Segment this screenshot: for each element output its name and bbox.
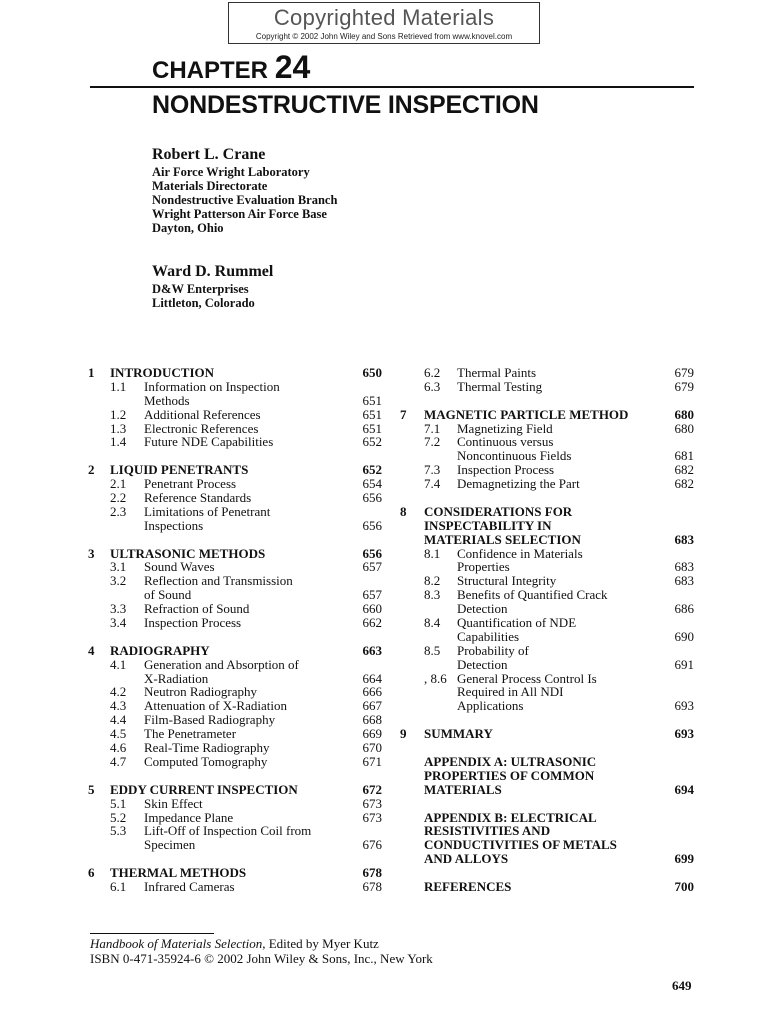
toc-subsection-row <box>88 672 384 686</box>
toc-spacer <box>88 852 384 866</box>
chapter-rule <box>90 86 694 88</box>
toc-page-number: 679 <box>674 378 694 394</box>
toc-entry-number: 1.1 <box>110 378 127 394</box>
toc-entry-number: 7.4 <box>424 476 441 492</box>
toc-entry-title: Attenuation of X-Radiation <box>144 698 287 714</box>
toc-section-row <box>400 769 696 783</box>
toc-entry-title: AND ALLOYS <box>424 851 509 867</box>
toc-entry-title: Refraction of Sound <box>144 601 250 617</box>
toc-page-number: 660 <box>362 601 382 617</box>
toc-subsection-row <box>400 644 696 658</box>
toc-entry-number: 6.2 <box>424 365 441 380</box>
footer-isbn-line: ISBN 0-471-35924-6 © 2002 John Wiley & Sons, Inc., New York <box>90 951 433 966</box>
toc-subsection-row <box>88 616 384 630</box>
toc-entry-number: 4.6 <box>110 740 127 756</box>
toc-entry-title: Inspection Process <box>457 462 555 478</box>
banner-title: Copyrighted Materials <box>273 5 495 30</box>
author-affiliation-line: Wright Patterson Air Force Base <box>152 207 327 221</box>
toc-entry-title: Inspections <box>144 517 204 533</box>
toc-section-row <box>88 644 384 658</box>
author-affiliation-line: Littleton, Colorado <box>152 296 255 310</box>
toc-entry-title: MATERIALS SELECTION <box>424 531 581 547</box>
toc-entry-title: General Process Control Is <box>457 670 597 686</box>
book-editor: Edited by Myer Kutz <box>265 936 379 951</box>
toc-entry-title: Penetrant Process <box>144 476 237 492</box>
toc-page-number: 667 <box>362 698 382 714</box>
toc-subsection-row <box>88 741 384 755</box>
author-affiliation-line: Dayton, Ohio <box>152 221 224 235</box>
toc-entry-title: X-Radiation <box>144 670 209 686</box>
toc-entry-number: 4 <box>88 642 95 658</box>
toc-subsection-row <box>88 560 384 574</box>
toc-page-number: 669 <box>362 726 382 742</box>
toc-entry-title: Lift-Off of Inspection Coil from <box>144 823 312 839</box>
footnote-rule <box>90 933 214 934</box>
author-affiliation-line: Air Force Wright Laboratory <box>152 165 310 179</box>
toc-entry-number: 8 <box>400 503 407 519</box>
toc-entry-title: Inspection Process <box>144 615 242 631</box>
toc-entry-number: 3.4 <box>110 615 127 631</box>
toc-page-number: 672 <box>362 781 382 797</box>
author-name: Ward D. Rummel <box>152 263 274 280</box>
toc-page-number: 679 <box>674 365 694 380</box>
toc-page-number: 676 <box>362 837 382 853</box>
toc-subsection-row <box>88 838 384 852</box>
toc-right-column <box>400 366 696 894</box>
toc-page-number: 668 <box>362 712 382 728</box>
toc-page-number: 690 <box>674 628 694 644</box>
toc-subsection-row <box>88 797 384 811</box>
toc-subsection-row <box>88 755 384 769</box>
toc-entry-title: Thermal Paints <box>457 365 537 380</box>
toc-entry-title: LIQUID PENETRANTS <box>110 462 249 478</box>
toc-page-number: 691 <box>674 656 694 672</box>
toc-entry-number: 4.3 <box>110 698 127 714</box>
toc-left-column <box>88 366 384 894</box>
toc-page-number: 693 <box>674 726 694 742</box>
toc-entry-number: 5.2 <box>110 809 127 825</box>
toc-subsection-row <box>400 477 696 491</box>
toc-subsection-row <box>400 547 696 561</box>
toc-page-number: 652 <box>362 434 382 450</box>
toc-entry-title: Reference Standards <box>144 490 252 506</box>
toc-page-number: 650 <box>362 365 382 380</box>
toc-entry-title: of Sound <box>144 587 192 603</box>
toc-section-row <box>88 366 384 380</box>
toc-spacer <box>400 713 696 727</box>
toc-entry-number: 6.1 <box>110 878 127 894</box>
toc-entry-title: INSPECTABILITY IN <box>424 517 552 533</box>
toc-subsection-row <box>88 880 384 894</box>
toc-entry-number: 1.3 <box>110 420 127 436</box>
toc-entry-title: Real-Time Radiography <box>144 740 270 756</box>
toc-page-number: 700 <box>674 878 694 894</box>
toc-entry-title: Skin Effect <box>144 795 203 811</box>
toc-page-number: 680 <box>674 420 694 436</box>
toc-entry-number: 4.7 <box>110 753 127 769</box>
author-affiliation-line: Materials Directorate <box>152 179 268 193</box>
toc-entry-title: RADIOGRAPHY <box>110 642 210 658</box>
toc-entry-number: 6.3 <box>424 378 441 394</box>
toc-entry-title: Demagnetizing the Part <box>457 476 580 492</box>
toc-section-row <box>400 880 696 894</box>
toc-entry-title: Required in All NDI <box>457 684 564 700</box>
toc-subsection-row <box>400 672 696 686</box>
toc-entry-title: Generation and Absorption of <box>144 656 299 672</box>
toc-entry-title: Detection <box>457 601 508 617</box>
toc-subsection-row <box>400 699 696 713</box>
author-affiliation-line: Nondestructive Evaluation Branch <box>152 193 338 207</box>
toc-entry-title: Film-Based Radiography <box>144 712 276 728</box>
toc-subsection-row <box>88 811 384 825</box>
toc-section-row <box>88 547 384 561</box>
toc-entry-title: Applications <box>457 698 524 714</box>
toc-entry-number: 4.1 <box>110 656 127 672</box>
toc-entry-title: PROPERTIES OF COMMON <box>424 767 595 783</box>
toc-entry-number: 8.3 <box>424 587 441 603</box>
toc-page-number: 682 <box>674 462 694 478</box>
toc-subsection-row <box>400 560 696 574</box>
toc-subsection-row <box>88 491 384 505</box>
toc-entry-title: Capabilities <box>457 628 520 644</box>
toc-page-number: 654 <box>362 476 382 492</box>
toc-entry-title: MAGNETIC PARTICLE METHOD <box>424 406 629 422</box>
toc-page-number: 670 <box>362 740 382 756</box>
toc-entry-number: 4.4 <box>110 712 127 728</box>
toc-entry-number: 1.4 <box>110 434 127 450</box>
author-block-2 <box>152 262 273 310</box>
toc-page-number: 683 <box>674 531 694 547</box>
chapter-label <box>152 50 310 88</box>
toc-subsection-row <box>400 574 696 588</box>
author-block-1 <box>152 145 337 235</box>
chapter-title: NONDESTRUCTIVE INSPECTION <box>152 91 539 119</box>
toc-subsection-row <box>400 380 696 394</box>
toc-page-number: 651 <box>362 420 382 436</box>
toc-subsection-row <box>88 727 384 741</box>
toc-subsection-row <box>88 699 384 713</box>
toc-entry-number: 5.1 <box>110 795 127 811</box>
toc-entry-title: APPENDIX A: ULTRASONIC <box>424 753 597 769</box>
toc-entry-title: Noncontinuous Fields <box>457 448 572 464</box>
toc-subsection-row <box>400 588 696 602</box>
toc-section-row <box>400 408 696 422</box>
toc-page-number: 686 <box>674 601 694 617</box>
toc-section-row <box>400 852 696 866</box>
toc-subsection-row <box>88 394 384 408</box>
toc-entry-title: RESISTIVITIES AND <box>424 823 551 839</box>
toc-entry-title: REFERENCES <box>424 878 512 894</box>
toc-entry-title: Neutron Radiography <box>144 684 258 700</box>
toc-entry-number: 3.3 <box>110 601 127 617</box>
toc-spacer <box>400 394 696 408</box>
toc-page-number: 693 <box>674 698 694 714</box>
toc-entry-title: Reflection and Transmission <box>144 573 293 589</box>
toc-page-number: 680 <box>674 406 694 422</box>
toc-entry-title: INTRODUCTION <box>110 365 215 380</box>
toc-subsection-row <box>400 435 696 449</box>
toc-subsection-row <box>88 380 384 394</box>
copyright-banner <box>228 2 540 44</box>
toc-entry-title: Limitations of Penetrant <box>144 503 271 519</box>
toc-subsection-row <box>88 435 384 449</box>
toc-entry-title: Probability of <box>457 642 529 658</box>
toc-subsection-row <box>88 519 384 533</box>
toc-entry-number: 2 <box>88 462 95 478</box>
toc-entry-number: 2.1 <box>110 476 127 492</box>
footer-citation <box>90 936 433 966</box>
toc-entry-title: MATERIALS <box>424 781 502 797</box>
toc-entry-title: Information on Inspection <box>144 378 280 394</box>
toc-entry-number: 4.2 <box>110 684 127 700</box>
toc-section-row <box>400 783 696 797</box>
toc-entry-number: 7.3 <box>424 462 441 478</box>
toc-page-number: 694 <box>674 781 694 797</box>
toc-entry-title: Magnetizing Field <box>457 420 553 436</box>
toc-spacer <box>88 769 384 783</box>
toc-entry-title: The Penetrameter <box>144 726 237 742</box>
toc-entry-number: , 8.6 <box>424 670 447 686</box>
toc-page-number: 681 <box>674 448 694 464</box>
toc-subsection-row <box>88 602 384 616</box>
toc-entry-title: ULTRASONIC METHODS <box>110 545 266 561</box>
toc-entry-title: CONDUCTIVITIES OF METALS <box>424 837 617 853</box>
toc-section-row <box>400 811 696 825</box>
toc-entry-number: 1 <box>88 365 95 380</box>
toc-entry-number: 3.1 <box>110 559 127 575</box>
toc-subsection-row <box>88 713 384 727</box>
toc-page-number: 683 <box>674 573 694 589</box>
toc-spacer <box>88 630 384 644</box>
toc-entry-number: 9 <box>400 726 407 742</box>
toc-subsection-row <box>400 366 696 380</box>
toc-entry-number: 8.4 <box>424 615 441 631</box>
toc-section-row <box>400 838 696 852</box>
toc-entry-number: 7 <box>400 406 407 422</box>
toc-section-row <box>88 783 384 797</box>
toc-page-number: 657 <box>362 587 382 603</box>
toc-spacer <box>88 449 384 463</box>
toc-entry-title: Specimen <box>144 837 196 853</box>
toc-entry-title: Quantification of NDE <box>457 615 577 631</box>
toc-entry-title: Thermal Testing <box>457 378 543 394</box>
toc-page-number: 652 <box>362 462 382 478</box>
toc-subsection-row <box>400 602 696 616</box>
toc-section-row <box>88 866 384 880</box>
toc-entry-title: Future NDE Capabilities <box>144 434 274 450</box>
toc-page-number: 664 <box>362 670 382 686</box>
book-title: Handbook of Materials Selection, <box>90 936 266 951</box>
toc-subsection-row <box>400 685 696 699</box>
toc-entry-number: 1.2 <box>110 406 127 422</box>
toc-page-number: 699 <box>674 851 694 867</box>
toc-entry-number: 8.2 <box>424 573 441 589</box>
toc-page-number: 656 <box>362 545 382 561</box>
toc-entry-title: Confidence in Materials <box>457 545 583 561</box>
toc-entry-title: CONSIDERATIONS FOR <box>424 503 573 519</box>
toc-page-number: 656 <box>362 490 382 506</box>
toc-entry-number: 3.2 <box>110 573 127 589</box>
toc-subsection-row <box>88 408 384 422</box>
toc-entry-title: Properties <box>457 559 510 575</box>
chapter-number: 24 <box>274 49 311 85</box>
toc-page-number: 671 <box>362 753 382 769</box>
toc-entry-title: Impedance Plane <box>144 809 234 825</box>
toc-page-number: 657 <box>362 559 382 575</box>
toc-entry-title: Methods <box>144 392 190 408</box>
toc-subsection-row <box>88 574 384 588</box>
toc-page-number: 682 <box>674 476 694 492</box>
toc-section-row <box>400 824 696 838</box>
toc-page-number: 666 <box>362 684 382 700</box>
author-name: Robert L. Crane <box>152 146 266 163</box>
toc-subsection-row <box>88 422 384 436</box>
toc-page-number: 656 <box>362 517 382 533</box>
toc-entry-title: SUMMARY <box>424 726 493 742</box>
toc-spacer <box>400 491 696 505</box>
toc-subsection-row <box>400 449 696 463</box>
toc-entry-number: 4.5 <box>110 726 127 742</box>
toc-page-number: 678 <box>362 878 382 894</box>
toc-entry-number: 2.2 <box>110 490 127 506</box>
toc-section-row <box>88 463 384 477</box>
toc-entry-number: 8.5 <box>424 642 441 658</box>
toc-page-number: 678 <box>362 865 382 881</box>
toc-entry-number: 3 <box>88 545 95 561</box>
toc-subsection-row <box>88 685 384 699</box>
toc-entry-title: THERMAL METHODS <box>110 865 247 881</box>
toc-page-number: 673 <box>362 809 382 825</box>
toc-subsection-row <box>88 477 384 491</box>
toc-entry-number: 5.3 <box>110 823 127 839</box>
toc-entry-title: Detection <box>457 656 508 672</box>
toc-entry-title: Sound Waves <box>144 559 215 575</box>
toc-section-row <box>400 519 696 533</box>
toc-entry-number: 7.1 <box>424 420 441 436</box>
toc-entry-number: 7.2 <box>424 434 441 450</box>
banner-note: Copyright © 2002 John Wiley and Sons Retrieved from www.knovel.com <box>255 32 513 41</box>
toc-entry-title: Benefits of Quantified Crack <box>457 587 608 603</box>
chapter-word: CHAPTER <box>152 57 269 84</box>
toc-subsection-row <box>400 422 696 436</box>
toc-subsection-row <box>88 588 384 602</box>
toc-section-row <box>400 533 696 547</box>
toc-entry-title: Infrared Cameras <box>144 878 235 894</box>
toc-entry-title: Continuous versus <box>457 434 554 450</box>
toc-section-row <box>400 727 696 741</box>
toc-subsection-row <box>400 616 696 630</box>
toc-spacer <box>400 797 696 811</box>
toc-page-number: 683 <box>674 559 694 575</box>
toc-section-row <box>400 755 696 769</box>
toc-subsection-row <box>88 824 384 838</box>
toc-page-number: 651 <box>362 392 382 408</box>
toc-page-number: 663 <box>362 642 382 658</box>
toc-section-row <box>400 505 696 519</box>
toc-entry-title: Structural Integrity <box>457 573 557 589</box>
toc-spacer <box>88 533 384 547</box>
author-affiliation-line: D&W Enterprises <box>152 282 249 296</box>
toc-page-number: 662 <box>362 615 382 631</box>
toc-entry-number: 6 <box>88 865 95 881</box>
toc-spacer <box>400 741 696 755</box>
toc-entry-number: 8.1 <box>424 545 441 561</box>
toc-entry-title: APPENDIX B: ELECTRICAL <box>424 809 597 825</box>
toc-entry-number: 2.3 <box>110 503 127 519</box>
toc-subsection-row <box>400 463 696 477</box>
page-number: 649 <box>672 978 692 993</box>
toc-subsection-row <box>88 505 384 519</box>
toc-entry-number: 5 <box>88 781 95 797</box>
toc-page-number: 651 <box>362 406 382 422</box>
toc-entry-title: EDDY CURRENT INSPECTION <box>110 781 298 797</box>
toc-page-number: 673 <box>362 795 382 811</box>
toc-entry-title: Electronic References <box>144 420 259 436</box>
toc-entry-title: Additional References <box>144 406 261 422</box>
toc-spacer <box>400 866 696 880</box>
toc-subsection-row <box>400 658 696 672</box>
toc-subsection-row <box>88 658 384 672</box>
toc-entry-title: Computed Tomography <box>144 753 268 769</box>
footer-book-line <box>90 936 433 951</box>
toc-subsection-row <box>400 630 696 644</box>
